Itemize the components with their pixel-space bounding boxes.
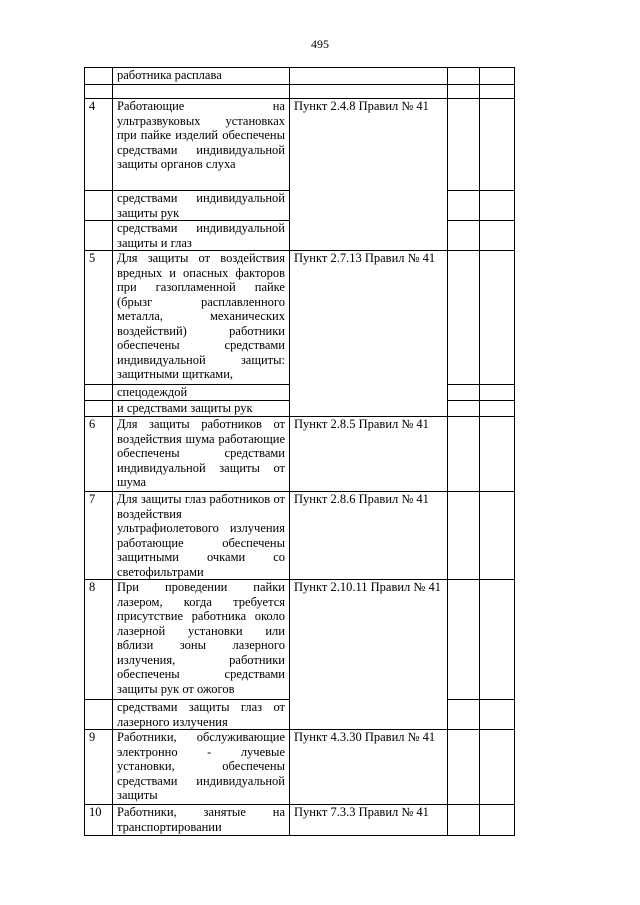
answer-cell-no [480, 492, 515, 580]
table-row [85, 580, 515, 700]
answer-cell-no [480, 700, 515, 730]
answer-cell-yes [448, 68, 480, 85]
requirement-text: Для защиты глаз работников от воздействия ультрафиолетового излучения работающие обеспечены защитными очками со светофильтрами [113, 492, 290, 580]
answer-cell-no [480, 417, 515, 492]
row-number: 10 [85, 805, 113, 836]
answer-cell-yes [448, 417, 480, 492]
row-number: 7 [85, 492, 113, 580]
answer-cell-no [480, 99, 515, 191]
legal-reference: Пункт 2.7.13 Правил № 41 [290, 251, 448, 417]
answer-cell-yes [448, 385, 480, 401]
row-number [85, 68, 113, 85]
answer-cell-yes [448, 85, 480, 99]
answer-cell-yes [448, 805, 480, 836]
answer-cell-yes [448, 700, 480, 730]
answer-cell-yes [448, 401, 480, 417]
answer-cell-no [480, 85, 515, 99]
table-row [85, 99, 515, 191]
requirement-text: спецодеждой [113, 385, 290, 401]
answer-cell-yes [448, 251, 480, 385]
legal-reference: Пункт 2.4.8 Правил № 41 [290, 99, 448, 251]
requirement-text [113, 85, 290, 99]
requirement-text: Работники, обслуживающие электронно - лучевые установки, обеспечены средствами индивидуальной защиты [113, 730, 290, 805]
legal-reference: Пункт 2.10.11 Правил № 41 [290, 580, 448, 730]
row-number [85, 401, 113, 417]
answer-cell-yes [448, 730, 480, 805]
answer-cell-yes [448, 580, 480, 700]
answer-cell-no [480, 68, 515, 85]
row-number [85, 385, 113, 401]
requirement-text: Для защиты от воздействия вредных и опасных факторов при газопламенной пайке (брызг расплавленного металла, механических воздействий) работники обеспечены средствами индивидуальной защиты: защитными щитками, [113, 251, 290, 385]
table-row [85, 417, 515, 492]
row-number: 8 [85, 580, 113, 700]
answer-cell-no [480, 385, 515, 401]
page-number: 495 [311, 37, 329, 51]
answer-cell-no [480, 191, 515, 221]
answer-cell-yes [448, 221, 480, 251]
legal-reference: Пункт 2.8.6 Правил № 41 [290, 492, 448, 580]
requirement-text: Работники, занятые на транспортировании [113, 805, 290, 836]
requirement-text: средствами индивидуальной защиты и глаз [113, 221, 290, 251]
table-row [85, 68, 515, 85]
row-number: 4 [85, 99, 113, 191]
row-number: 6 [85, 417, 113, 492]
answer-cell-no [480, 401, 515, 417]
legal-reference: Пункт 4.3.30 Правил № 41 [290, 730, 448, 805]
row-number [85, 85, 113, 99]
row-number [85, 700, 113, 730]
table-row [85, 805, 515, 836]
requirement-text: и средствами защиты рук [113, 401, 290, 417]
requirement-text: средствами защиты глаз от лазерного излучения [113, 700, 290, 730]
legal-reference [290, 85, 448, 99]
legal-reference: Пункт 2.8.5 Правил № 41 [290, 417, 448, 492]
answer-cell-yes [448, 492, 480, 580]
answer-cell-no [480, 805, 515, 836]
answer-cell-yes [448, 99, 480, 191]
answer-cell-yes [448, 191, 480, 221]
row-number: 5 [85, 251, 113, 385]
row-number: 9 [85, 730, 113, 805]
legal-reference: Пункт 7.3.3 Правил № 41 [290, 805, 448, 836]
answer-cell-no [480, 730, 515, 805]
requirement-text: При проведении пайки лазером, когда требуется присутствие работника около лазерной установки или вблизи зоны лазерного излучения, работники обеспечены средствами защиты рук от ожогов [113, 580, 290, 700]
legal-reference [290, 68, 448, 85]
answer-cell-no [480, 580, 515, 700]
table-row [85, 492, 515, 580]
row-number [85, 221, 113, 251]
table-row [85, 85, 515, 99]
requirements-table [84, 67, 515, 836]
table-row [85, 730, 515, 805]
row-number [85, 191, 113, 221]
requirement-text: работника расплава [113, 68, 290, 85]
table-row [85, 251, 515, 385]
requirement-text: Для защиты работников от воздействия шума работающие обеспечены средствами индивидуальной защиты от шума [113, 417, 290, 492]
requirement-text: средствами индивидуальной защиты рук [113, 191, 290, 221]
answer-cell-no [480, 251, 515, 385]
requirement-text: Работающие на ультразвуковых установках при пайке изделий обеспечены средствами индивидуальной защиты органов слуха [113, 99, 290, 191]
answer-cell-no [480, 221, 515, 251]
